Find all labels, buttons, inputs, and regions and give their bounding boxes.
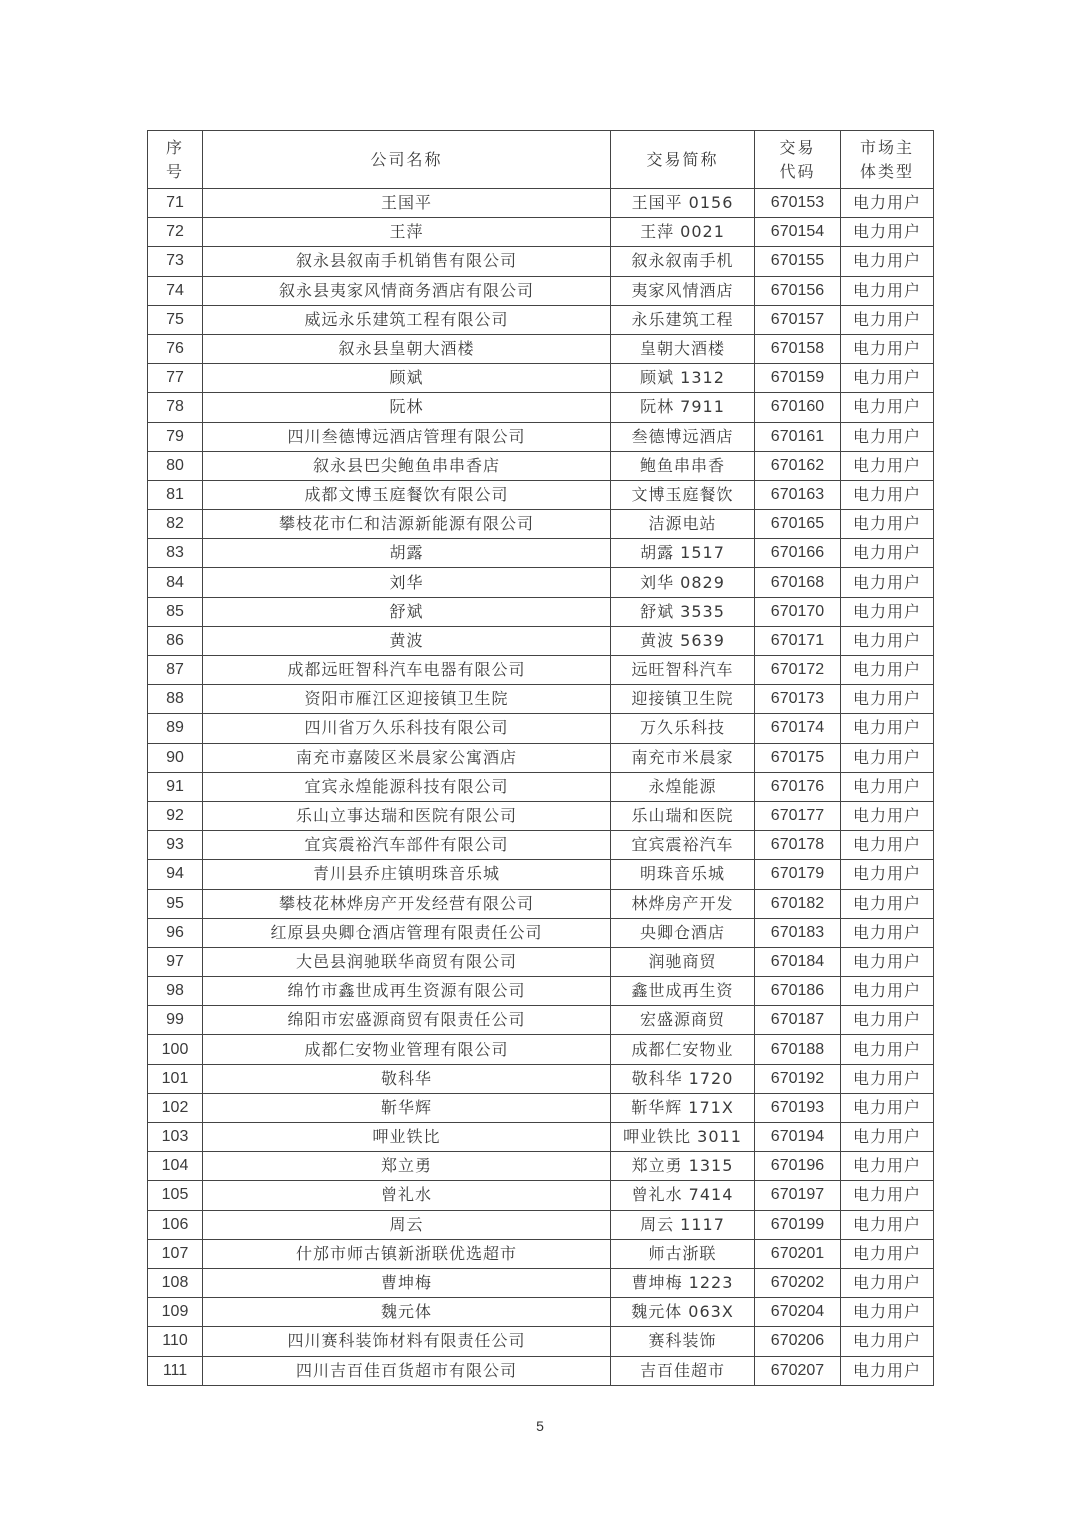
row-code: 670166 [755,539,841,568]
table-body [148,189,934,1386]
row-index: 103 [148,1123,203,1152]
row-code: 670202 [755,1268,841,1297]
row-type: 电力用户 [841,1298,934,1327]
row-type: 电力用户 [841,597,934,626]
row-index: 101 [148,1064,203,1093]
row-index: 89 [148,714,203,743]
row-company: 胡露 [203,539,611,568]
row-index: 71 [148,189,203,218]
row-index: 99 [148,1006,203,1035]
row-type: 电力用户 [841,626,934,655]
row-type: 电力用户 [841,1239,934,1268]
row-company: 成都仁安物业管理有限公司 [203,1035,611,1064]
row-code: 670163 [755,480,841,509]
header-index [148,131,203,189]
table-row [148,656,934,685]
row-company: 宜宾震裕汽车部件有限公司 [203,831,611,860]
row-short-name: 南充市米晨家 [611,743,755,772]
table-row [148,1327,934,1356]
row-index: 106 [148,1210,203,1239]
row-type: 电力用户 [841,334,934,363]
row-company: 成都文博玉庭餐饮有限公司 [203,480,611,509]
row-code: 670192 [755,1064,841,1093]
table-row [148,626,934,655]
table-row [148,1298,934,1327]
row-company: 绵竹市鑫世成再生资源有限公司 [203,977,611,1006]
row-type: 电力用户 [841,831,934,860]
row-company: 宜宾永煌能源科技有限公司 [203,772,611,801]
row-code: 670172 [755,656,841,685]
row-company: 敬科华 [203,1064,611,1093]
row-index: 102 [148,1093,203,1122]
row-short-name: 永煌能源 [611,772,755,801]
row-code: 670199 [755,1210,841,1239]
row-code: 670188 [755,1035,841,1064]
row-short-name: 师古浙联 [611,1239,755,1268]
header-type-line1: 市场主 [859,137,914,157]
table-row [148,801,934,830]
row-short-name: 远旺智科汽车 [611,656,755,685]
row-type: 电力用户 [841,305,934,334]
row-type: 电力用户 [841,1181,934,1210]
row-index: 108 [148,1268,203,1297]
row-company: 威远永乐建筑工程有限公司 [203,305,611,334]
row-company: 什邡市师古镇新浙联优选超市 [203,1239,611,1268]
row-short-name: 吉百佳超市 [611,1356,755,1385]
row-type: 电力用户 [841,947,934,976]
row-index: 96 [148,918,203,947]
row-company: 红原县央卿仓酒店管理有限责任公司 [203,918,611,947]
row-type: 电力用户 [841,772,934,801]
table-row [148,1123,934,1152]
row-index: 79 [148,422,203,451]
row-type: 电力用户 [841,1356,934,1385]
row-type: 电力用户 [841,247,934,276]
row-short-name: 敬科华 1720 [611,1064,755,1093]
row-index: 83 [148,539,203,568]
row-index: 72 [148,218,203,247]
row-short-name: 皇朝大酒楼 [611,334,755,363]
row-short-name: 靳华辉 171X [611,1093,755,1122]
row-type: 电力用户 [841,451,934,480]
header-code-line1: 交易 [779,137,816,157]
row-type: 电力用户 [841,1152,934,1181]
row-index: 100 [148,1035,203,1064]
table-row [148,1152,934,1181]
row-index: 88 [148,685,203,714]
row-code: 670159 [755,364,841,393]
row-code: 670186 [755,977,841,1006]
row-index: 73 [148,247,203,276]
row-short-name: 舒斌 3535 [611,597,755,626]
row-code: 670156 [755,276,841,305]
header-code-line2: 代码 [779,161,816,181]
row-code: 670182 [755,889,841,918]
row-company: 四川吉百佳百货超市有限公司 [203,1356,611,1385]
row-code: 670201 [755,1239,841,1268]
row-short-name: 林烨房产开发 [611,889,755,918]
row-short-name: 顾斌 1312 [611,364,755,393]
row-company: 靳华辉 [203,1093,611,1122]
row-type: 电力用户 [841,977,934,1006]
row-code: 670187 [755,1006,841,1035]
row-code: 670161 [755,422,841,451]
row-index: 95 [148,889,203,918]
row-code: 670178 [755,831,841,860]
row-type: 电力用户 [841,422,934,451]
row-code: 670206 [755,1327,841,1356]
header-code [755,131,841,189]
row-company: 黄波 [203,626,611,655]
row-short-name: 曹坤梅 1223 [611,1268,755,1297]
row-short-name: 润驰商贸 [611,947,755,976]
row-type: 电力用户 [841,1123,934,1152]
row-code: 670168 [755,568,841,597]
row-type: 电力用户 [841,189,934,218]
row-type: 电力用户 [841,480,934,509]
table-row [148,364,934,393]
table-row [148,1064,934,1093]
row-company: 资阳市雁江区迎接镇卫生院 [203,685,611,714]
row-type: 电力用户 [841,918,934,947]
row-company: 四川赛科装饰材料有限责任公司 [203,1327,611,1356]
row-short-name: 成都仁安物业 [611,1035,755,1064]
row-company: 攀枝花林烨房产开发经营有限公司 [203,889,611,918]
row-code: 670179 [755,860,841,889]
table-row [148,714,934,743]
header-type [841,131,934,189]
row-company: 乐山立事达瑞和医院有限公司 [203,801,611,830]
table-row [148,422,934,451]
row-company: 绵阳市宏盛源商贸有限责任公司 [203,1006,611,1035]
row-type: 电力用户 [841,1035,934,1064]
row-type: 电力用户 [841,714,934,743]
row-type: 电力用户 [841,801,934,830]
table-row [148,189,934,218]
row-type: 电力用户 [841,1064,934,1093]
row-index: 75 [148,305,203,334]
row-company: 王萍 [203,218,611,247]
row-index: 97 [148,947,203,976]
table-header-row [148,131,934,189]
row-company: 刘华 [203,568,611,597]
row-short-name: 乐山瑞和医院 [611,801,755,830]
header-type-line2: 体类型 [859,161,914,181]
table-row [148,1035,934,1064]
row-index: 80 [148,451,203,480]
row-short-name: 刘华 0829 [611,568,755,597]
row-type: 电力用户 [841,1093,934,1122]
row-type: 电力用户 [841,218,934,247]
row-company: 王国平 [203,189,611,218]
table-row [148,1210,934,1239]
row-index: 84 [148,568,203,597]
row-company: 大邑县润驰联华商贸有限公司 [203,947,611,976]
row-index: 94 [148,860,203,889]
row-index: 107 [148,1239,203,1268]
table-row [148,276,934,305]
row-short-name: 央卿仓酒店 [611,918,755,947]
row-code: 670184 [755,947,841,976]
row-type: 电力用户 [841,743,934,772]
row-code: 670157 [755,305,841,334]
table-row [148,685,934,714]
row-code: 670160 [755,393,841,422]
table-row [148,247,934,276]
table-row [148,305,934,334]
row-company: 青川县乔庄镇明珠音乐城 [203,860,611,889]
table-row [148,918,934,947]
row-company: 阮林 [203,393,611,422]
row-index: 81 [148,480,203,509]
header-company: 公司名称 [203,131,611,189]
row-short-name: 文博玉庭餐饮 [611,480,755,509]
row-company: 周云 [203,1210,611,1239]
row-short-name: 叙永叙南手机 [611,247,755,276]
row-short-name: 周云 1117 [611,1210,755,1239]
row-index: 76 [148,334,203,363]
table-row [148,568,934,597]
row-code: 670165 [755,510,841,539]
row-short-name: 宏盛源商贸 [611,1006,755,1035]
row-company: 舒斌 [203,597,611,626]
table-row [148,1268,934,1297]
row-index: 78 [148,393,203,422]
row-short-name: 黄波 5639 [611,626,755,655]
row-short-name: 明珠音乐城 [611,860,755,889]
header-short-name: 交易简称 [611,131,755,189]
row-type: 电力用户 [841,568,934,597]
row-code: 670175 [755,743,841,772]
table-row [148,451,934,480]
row-company: 呷业铁比 [203,1123,611,1152]
table-row [148,218,934,247]
row-short-name: 叁德博远酒店 [611,422,755,451]
row-type: 电力用户 [841,860,934,889]
row-company: 四川叁德博远酒店管理有限公司 [203,422,611,451]
market-entity-table [147,130,934,1386]
table-row [148,393,934,422]
table-row [148,510,934,539]
row-company: 叙永县夷家风情商务酒店有限公司 [203,276,611,305]
row-index: 86 [148,626,203,655]
row-index: 85 [148,597,203,626]
row-code: 670174 [755,714,841,743]
table-row [148,1006,934,1035]
row-type: 电力用户 [841,656,934,685]
row-code: 670196 [755,1152,841,1181]
row-short-name: 胡露 1517 [611,539,755,568]
row-code: 670204 [755,1298,841,1327]
row-company: 攀枝花市仁和洁源新能源有限公司 [203,510,611,539]
row-company: 曾礼水 [203,1181,611,1210]
row-code: 670177 [755,801,841,830]
row-short-name: 永乐建筑工程 [611,305,755,334]
row-company: 郑立勇 [203,1152,611,1181]
row-type: 电力用户 [841,685,934,714]
row-short-name: 夷家风情酒店 [611,276,755,305]
row-code: 670183 [755,918,841,947]
row-code: 670155 [755,247,841,276]
row-short-name: 宜宾震裕汽车 [611,831,755,860]
table-row [148,831,934,860]
row-code: 670158 [755,334,841,363]
row-type: 电力用户 [841,393,934,422]
table-row [148,1239,934,1268]
row-index: 111 [148,1356,203,1385]
table-row [148,889,934,918]
table-row [148,1181,934,1210]
row-type: 电力用户 [841,1006,934,1035]
row-short-name: 魏元体 063X [611,1298,755,1327]
market-entity-table-container [147,130,933,1386]
row-type: 电力用户 [841,1327,934,1356]
row-short-name: 迎接镇卫生院 [611,685,755,714]
table-row [148,597,934,626]
row-code: 670153 [755,189,841,218]
row-index: 91 [148,772,203,801]
row-index: 82 [148,510,203,539]
row-company: 曹坤梅 [203,1268,611,1297]
row-company: 叙永县叙南手机销售有限公司 [203,247,611,276]
row-short-name: 呷业铁比 3011 [611,1123,755,1152]
row-index: 90 [148,743,203,772]
row-type: 电力用户 [841,276,934,305]
row-code: 670170 [755,597,841,626]
table-row [148,539,934,568]
row-short-name: 郑立勇 1315 [611,1152,755,1181]
row-index: 92 [148,801,203,830]
table-row [148,977,934,1006]
row-company: 四川省万久乐科技有限公司 [203,714,611,743]
row-short-name: 曾礼水 7414 [611,1181,755,1210]
row-code: 670173 [755,685,841,714]
row-code: 670162 [755,451,841,480]
table-row [148,334,934,363]
row-code: 670207 [755,1356,841,1385]
row-type: 电力用户 [841,364,934,393]
row-short-name: 王国平 0156 [611,189,755,218]
row-index: 98 [148,977,203,1006]
row-code: 670197 [755,1181,841,1210]
row-short-name: 阮林 7911 [611,393,755,422]
row-code: 670193 [755,1093,841,1122]
row-type: 电力用户 [841,1210,934,1239]
row-type: 电力用户 [841,889,934,918]
header-index-line1: 序 [165,137,184,157]
table-row [148,1093,934,1122]
row-short-name: 鲍鱼串串香 [611,451,755,480]
row-index: 87 [148,656,203,685]
row-company: 叙永县皇朝大酒楼 [203,334,611,363]
table-row [148,743,934,772]
row-short-name: 赛科装饰 [611,1327,755,1356]
row-index: 104 [148,1152,203,1181]
row-code: 670154 [755,218,841,247]
row-index: 74 [148,276,203,305]
row-company: 叙永县巴尖鲍鱼串串香店 [203,451,611,480]
row-index: 105 [148,1181,203,1210]
row-company: 南充市嘉陵区米晨家公寓酒店 [203,743,611,772]
row-index: 110 [148,1327,203,1356]
row-index: 109 [148,1298,203,1327]
row-type: 电力用户 [841,539,934,568]
row-code: 670171 [755,626,841,655]
row-code: 670194 [755,1123,841,1152]
row-index: 93 [148,831,203,860]
header-index-line2: 号 [165,161,184,181]
row-index: 77 [148,364,203,393]
row-company: 成都远旺智科汽车电器有限公司 [203,656,611,685]
row-short-name: 王萍 0021 [611,218,755,247]
row-short-name: 洁源电站 [611,510,755,539]
table-row [148,860,934,889]
row-type: 电力用户 [841,510,934,539]
table-row [148,1356,934,1385]
row-company: 魏元体 [203,1298,611,1327]
table-row [148,947,934,976]
page-number: 5 [536,1418,544,1434]
table-row [148,772,934,801]
table-row [148,480,934,509]
row-company: 顾斌 [203,364,611,393]
row-code: 670176 [755,772,841,801]
row-short-name: 万久乐科技 [611,714,755,743]
row-short-name: 鑫世成再生资 [611,977,755,1006]
row-type: 电力用户 [841,1268,934,1297]
